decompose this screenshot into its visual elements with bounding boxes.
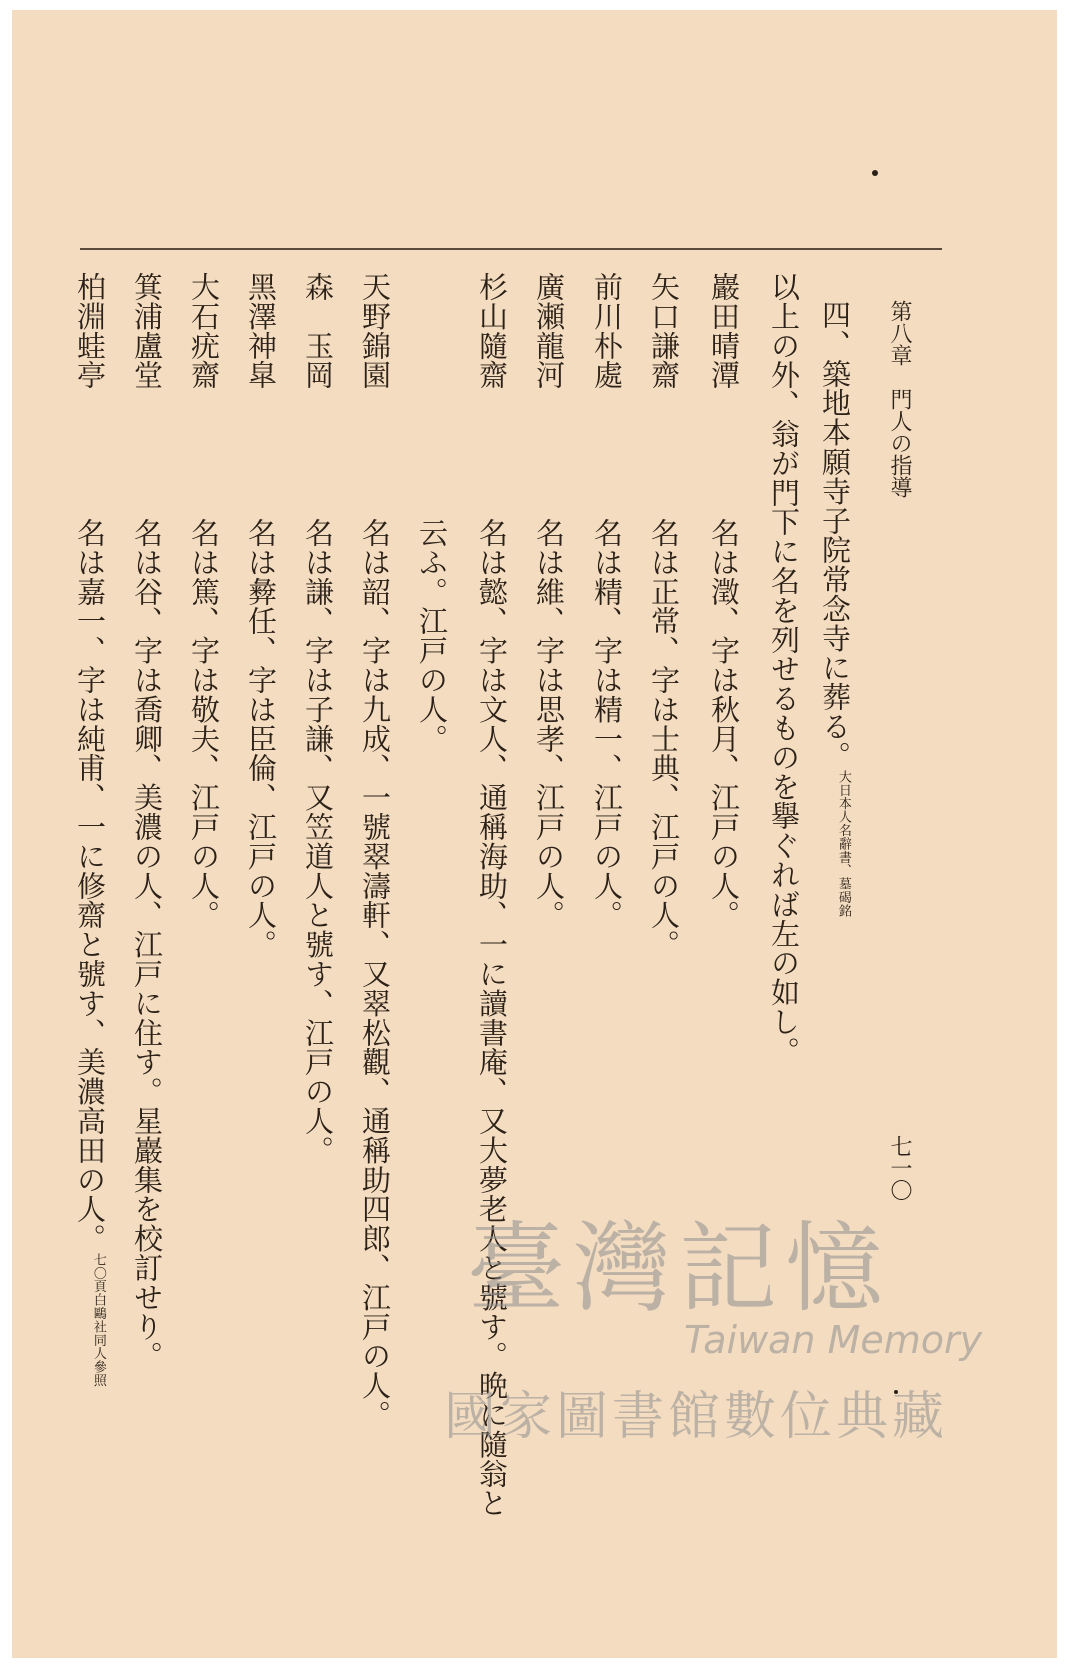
ink-dot [872,170,878,176]
entry-desc: 名は謙、字は子謙、又笠道人と號す、江戸の人。 [301,518,335,1165]
entry-name: 森 玉岡 [301,272,335,390]
entry-name: 矢口謙齋 [647,272,681,390]
entry-name: 天野錦園 [358,272,392,390]
source-note: 大日本人名辭書、墓碣銘 [835,770,851,918]
line-text: 以上の外、翁が門下に名を列せるものを擧ぐれば左の如し。 [767,272,801,1066]
watermark-english: Taiwan Memory [684,1318,983,1362]
entry-desc: 名は篤、字は敬夫、江戸の人。 [187,518,221,930]
entry-desc-continuation: 云ふ。江戸の人。 [415,518,449,754]
line-text: 名は嘉一、字は純甫、一に修齋と號す、美濃高田の人。 [73,518,107,1253]
watermark-script: 臺灣記憶 [467,1212,892,1326]
entry-desc: 名は維、字は思孝、江戸の人。 [532,518,566,930]
entry-name: 廣瀬龍河 [532,272,566,390]
page-number: 七一〇 [887,1135,912,1201]
entry-desc: 名は正常、字は士典、江戸の人。 [647,518,681,959]
running-header: 第八章 門人の指導 [887,300,912,498]
entry-name: 大石疣齋 [187,272,221,390]
cross-reference-note: 七〇頁白鷗社同人參照 [90,1253,106,1387]
text-line-intro [767,272,801,1066]
entry-name: 前川朴處 [590,272,624,390]
header-rule [80,248,942,250]
entry-name: 黑澤神皐 [244,272,278,390]
entry-desc: 名は谷、字は喬卿、美濃の人、江戸に住す。星巖集を校訂せり。 [130,518,164,1371]
book-page [12,10,1057,1658]
entry-name: 杉山隨齋 [475,272,509,390]
entry-desc: 名は彜任、字は臣倫、江戸の人。 [244,518,278,959]
entry-name: 柏淵蛙亭 [73,272,107,390]
entry-name: 巖田晴潭 [707,272,741,390]
entry-name: 箕浦盧堂 [130,272,164,390]
entry-desc: 名は澂、字は秋月、江戸の人。 [707,518,741,930]
line-text: 四、築地本願寺子院常念寺に葬る。 [818,300,852,771]
entry-desc [73,518,107,1387]
text-line-item4 [818,300,852,918]
entry-desc: 名は精、字は精一、江戸の人。 [590,518,624,930]
entry-desc: 名は懿、字は文人、通稱海助、一に讀書庵、又大夢老人と號す。晩に隨翁と [475,518,509,1518]
watermark-chinese: 國家圖書館數位典藏 [444,1387,949,1447]
entry-desc: 名は韶、字は九成、一號翠濤軒、又翠松觀、通稱助四郎、江戸の人。 [358,518,392,1430]
